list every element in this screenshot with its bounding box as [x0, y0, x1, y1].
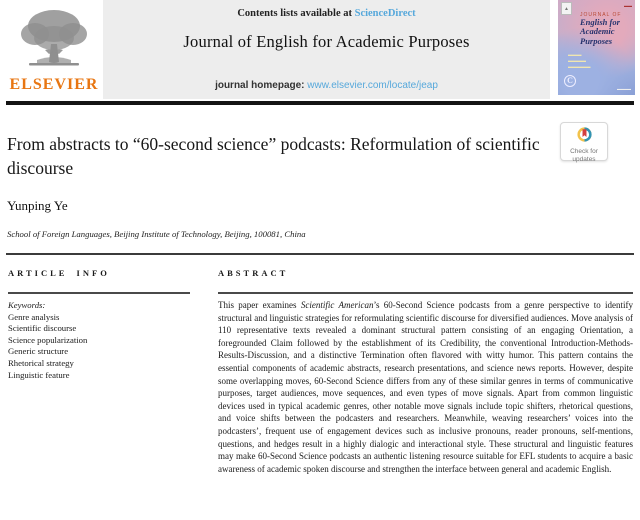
keyword-item: Linguistic feature [8, 369, 70, 380]
header-divider-bar [6, 101, 634, 105]
cover-kicker: JOURNAL OF [580, 12, 622, 18]
journal-header-box [103, 0, 550, 99]
crossmark-icon [576, 126, 593, 143]
article-title: From abstracts to “60-second science” podcasts: Reformulation of scientific discourse [7, 134, 540, 178]
abstract-rule [218, 292, 633, 294]
article-info-heading: ARTICLE INFO [8, 268, 110, 278]
keyword-item: Genre analysis [8, 311, 60, 322]
keyword-item: Generic structure [8, 346, 69, 357]
homepage-line-text: journal homepage: [215, 80, 308, 91]
keyword-item: Scientific discourse [8, 323, 77, 334]
cover-title: English for Academic Purposes [580, 17, 620, 46]
homepage-line [103, 80, 550, 91]
abstract-text: This paper examines Scientific American’s 60-Second Science podcasts from a genre perspective to identify structural and linguistic strategies for reformulating scientific discourse for diversified audiences. Move analysis of 110 representative texts revealed a dominant structural pattern consisting of an engaging Orientation, a foregrounded Claim followed by the establishment of its Credibility, the conventional Introduction-Methods-Results-Discussion, and a distinctive Termination often flavored with witty humor. This pattern contains the essential components of academic abstracts, research presentations, and science news reports. However, despite some overlapping moves, 60-Second Science differs from any of these similar genres in terms of communicative purposes, target audiences, move sequences, and even types of move signals. Apart from common linguistic devices used in typical academic genres, other notable move signals include topic shifters, rhetorical questions, and voice shifts between the podcasters and researchers. Meanwhile, weaving researchers’ voices into the podcasters’, frequent use of engagement devices such as inclusive pronouns, reader pronouns, self-mentions, questions, and hedges result in a highly dialogic and interactional style. These structural and linguistic features may make 60-Second Science podcasts an authentic listening resource suitable for EFL students to acquire a basic awareness of academic spoken discourse and strengthen the interface between general and academic English. [218, 300, 633, 474]
journal-title: Journal of English for Academic Purposes [183, 32, 470, 51]
keyword-item: Rhetorical strategy [8, 357, 74, 368]
article-info-rule [8, 292, 190, 294]
elsevier-wordmark: ELSEVIER [9, 76, 99, 93]
sciencedirect-link[interactable]: ScienceDirect [354, 8, 416, 19]
elsevier-logo [6, 4, 102, 98]
keywords-label: Keywords: [8, 300, 46, 310]
cover-footer-text: ▬▬▬▬ [617, 87, 631, 91]
elsevier-tree-icon [15, 4, 93, 76]
check-for-updates-badge[interactable] [560, 122, 608, 164]
keywords-list [8, 312, 190, 382]
title-divider-rule [6, 253, 634, 255]
journal-cover-thumbnail [558, 0, 635, 95]
contents-line [103, 0, 550, 19]
cover-issue-text: ▬▬ [624, 3, 632, 8]
cover-elsevier-mini-logo-icon: ▲ [561, 2, 572, 15]
keywords-block [8, 300, 190, 381]
journal-homepage-link[interactable]: www.elsevier.com/locate/jeap [307, 80, 438, 91]
author-affiliation: School of Foreign Languages, Beijing Institute of Technology, Beijing, 100081, China [7, 229, 306, 239]
author-name: Yunping Ye [7, 198, 68, 213]
cover-editors-text: ▬▬▬ ▬▬▬▬ ▬▬▬▬▬ [568, 52, 591, 69]
abstract-heading: ABSTRACT [218, 268, 289, 278]
check-for-updates-label: Check for updates [570, 148, 598, 164]
contents-line-text: Contents lists available at [237, 8, 355, 19]
keyword-item: Science popularization [8, 334, 88, 345]
cover-elsevier-c-icon: C [564, 75, 576, 87]
